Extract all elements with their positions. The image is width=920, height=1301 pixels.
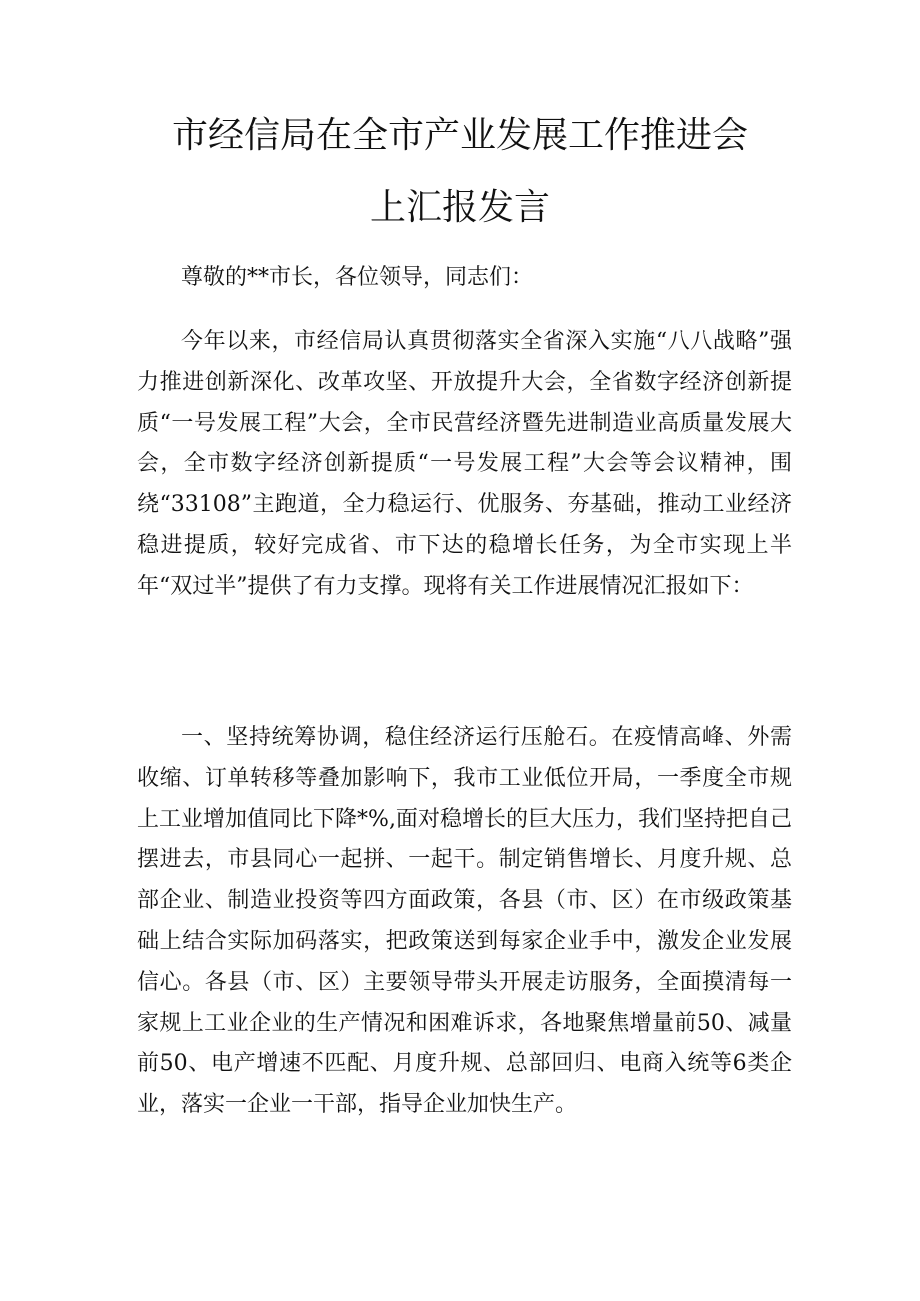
paragraph-section-1: 一、坚持统筹协调，稳住经济运行压舱石。在疫情高峰、外需收缩、订单转移等叠加影响下，我市工业低位开局，一季度全市规上工业增加值同比下降*%,面对稳增长的巨大压力，我们坚持把自己摆进去，市县同心一起拼、一起干。制定销售增长、月度升规、总部企业、制造业投资等四方面政策，各县（市、区）在市级政策基础上结合实际加码落实，把政策送到每家企业手中，激发企业发展信心。各县（市、区）主要领导带头开展走访服务，全面摸清每一家规上工业企业的生产情况和困难诉求，各地聚焦增量前50、减量前50、电产增速不匹配、月度升规、总部回归、电商入统等6类企业，落实一企业一干部，指导企业加快生产。 (137, 725, 792, 1118)
document-title-line-2: 上汇报发言 (369, 187, 550, 228)
greeting: 尊敬的**市长，各位领导，同志们： (181, 265, 534, 290)
paragraph-intro: 今年以来，市经信局认真贯彻落实全省深入实施“八八战略”强力推进创新深化、改革攻坚、开放提升大会，全省数字经济创新提质“一号发展工程”大会，全市民营经济暨先进制造业高质量发展大会，全市数字经济创新提质“一号发展工程”大会等会议精神，围绕“33108”主跑道，全力稳运行、优服务、夯基础，推动工业经济稳进提质，较好完成省、市下达的稳增长任务，为全市实现上半年“双过半”提供了有力支撑。现将有关工作进展情况汇报如下： (137, 329, 792, 599)
document-title-line-1: 市经信局在全市产业发展工作推进会 (171, 115, 748, 156)
